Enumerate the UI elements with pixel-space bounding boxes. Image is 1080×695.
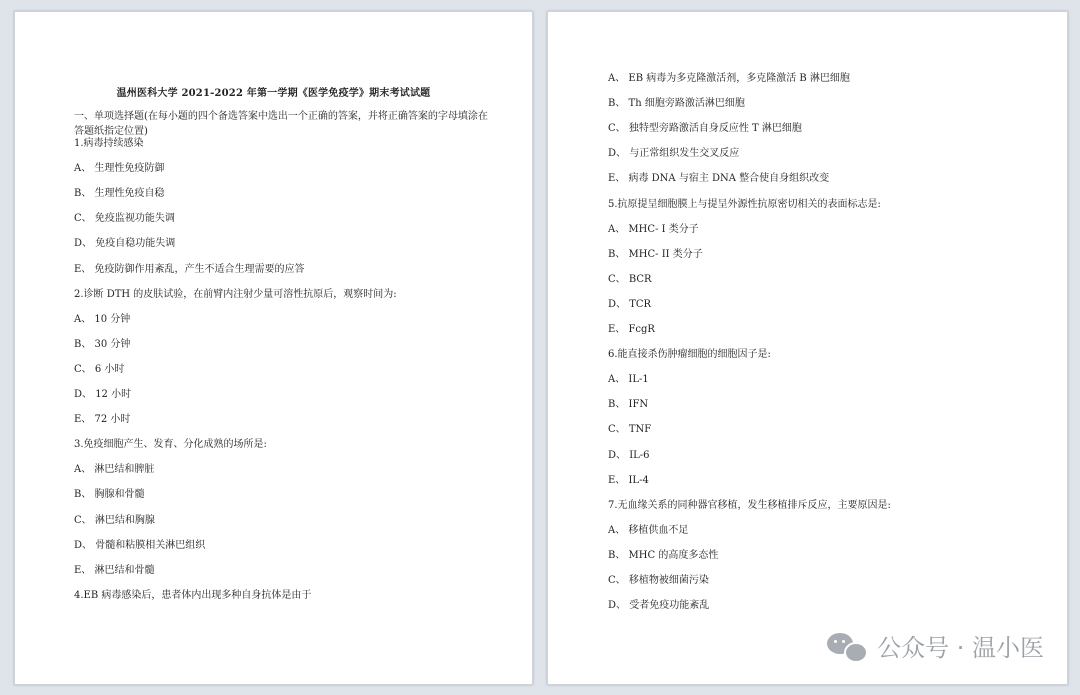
watermark	[827, 628, 1044, 663]
right-line: D、 与正常组织发生交叉反应	[608, 148, 740, 160]
right-line: C、 移植物被细菌污染	[608, 575, 709, 586]
right-line: 7.无血缘关系的同种器官移植，发生移植排斥反应，主要原因是:	[608, 499, 891, 511]
left-line: B、 30 分钟	[74, 338, 131, 350]
left-line: 1.病毒持续感染	[74, 138, 144, 149]
right-line: B、 IFN	[608, 399, 649, 411]
right-line: C、 独特型旁路激活自身反应性 T 淋巴细胞	[608, 123, 802, 135]
right-line: E、 病毒 DNA 与宿主 DNA 整合使自身组织改变	[608, 173, 830, 185]
left-line: E、 72 小时	[74, 414, 131, 426]
left-line: C、 6 小时	[74, 363, 125, 375]
section-instructions: 一、单项选择题(在每小题的四个备选答案中选出一个正确的答案，并将正确答案的字母填涂在答题纸指定位置)	[74, 111, 488, 137]
right-line: B、 MHC- II 类分子	[608, 248, 703, 260]
left-line: B、 生理性免疫自稳	[74, 188, 165, 200]
left-line: A、 生理性免疫防御	[74, 163, 165, 175]
right-line: 6.能直接杀伤肿瘤细胞的细胞因子是:	[608, 349, 771, 361]
left-line: D、 12 小时	[74, 389, 132, 400]
right-line: A、 MHC- I 类分子	[608, 223, 699, 235]
right-line: B、 MHC 的高度多态性	[608, 549, 719, 561]
right-line: E、 FcgR	[608, 324, 655, 335]
watermark-text: 公众号 · 温小医	[877, 634, 1044, 662]
left-line: B、 胸腺和骨髓	[74, 489, 145, 501]
left-line: D、 免疫自稳功能失调	[74, 238, 176, 250]
right-line: D、 受者免疫功能紊乱	[608, 600, 710, 612]
document-page-left	[14, 11, 533, 685]
left-line: E、 淋巴结和骨髓	[74, 564, 155, 576]
left-line: A、 淋巴结和脾脏	[74, 464, 155, 476]
left-line: 3.免疫细胞产生、发育、分化成熟的场所是:	[74, 439, 267, 451]
right-line: 5.抗原提呈细胞膜上与提呈外源性抗原密切相关的表面标志是:	[608, 198, 881, 210]
wechat-icon	[827, 631, 867, 661]
right-line: D、 TCR	[608, 298, 652, 310]
left-line: C、 免疫监视功能失调	[74, 213, 175, 225]
left-line: 4.EB 病毒感染后，患者体内出现多种自身抗体是由于	[74, 589, 312, 601]
left-line: C、 淋巴结和胸腺	[74, 514, 155, 526]
right-line: E、 IL-4	[608, 474, 649, 486]
document-page-right	[547, 11, 1068, 685]
left-line: E、 免疫防御作用紊乱，产生不适合生理需要的应答	[74, 263, 305, 275]
right-line: A、 移植供血不足	[608, 524, 689, 536]
left-line: 2.诊断 DTH 的皮肤试验，在前臂内注射少量可溶性抗原后，观察时间为:	[74, 288, 397, 300]
right-line: A、 IL-1	[608, 374, 649, 386]
right-line: D、 IL-6	[608, 449, 650, 461]
right-line: B、 Th 细胞旁路激活淋巴细胞	[608, 98, 745, 110]
left-line: D、 骨髓和粘膜相关淋巴组织	[74, 539, 206, 551]
right-line: A、 EB 病毒为多克隆激活剂，多克隆激活 B 淋巴细胞	[608, 73, 850, 84]
left-line: A、 10 分钟	[74, 313, 131, 325]
right-line: C、 TNF	[608, 424, 652, 436]
exam-title: 温州医科大学 2021-2022 年第一学期《医学免疫学》期末考试试题	[116, 88, 431, 99]
right-line: C、 BCR	[608, 273, 652, 285]
